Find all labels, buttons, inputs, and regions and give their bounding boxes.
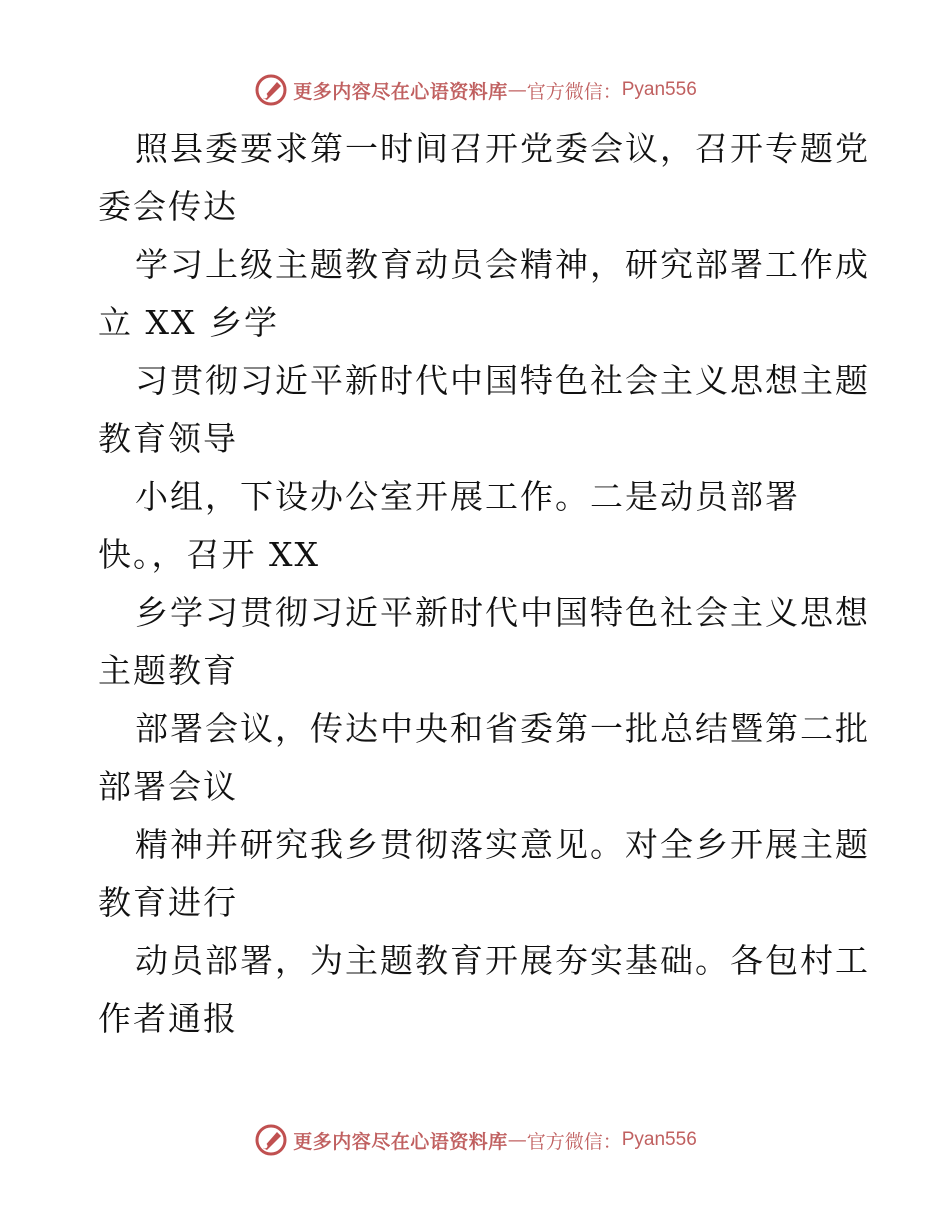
- pen-logo-icon: [253, 72, 289, 108]
- watermark-official-label: 官方微信：: [526, 80, 622, 103]
- text-line: 照县委要求第一时间召开党委会议，召开专题党: [135, 129, 870, 168]
- text-line: 乡学习贯彻习近平新时代中国特色社会主义思想: [135, 593, 870, 632]
- watermark-dash: —: [507, 79, 527, 101]
- text-line: 立 XX 乡学: [98, 303, 279, 342]
- watermark-dash: —: [507, 1129, 527, 1151]
- header-watermark: [0, 70, 950, 110]
- text-line: 小组，下设办公室开展工作。二是动员部署: [135, 477, 800, 516]
- watermark-official-label: 官方微信：: [526, 1130, 622, 1153]
- text-line: 主题教育: [98, 651, 238, 690]
- pen-logo-icon: [253, 1122, 289, 1158]
- text-line: 动员部署，为主题教育开展夯实基础。各包村工: [135, 941, 870, 980]
- text-line: 部署会议，传达中央和省委第一批总结暨第二批: [135, 709, 870, 748]
- text-line: 教育进行: [98, 883, 238, 922]
- text-line: 委会传达: [98, 187, 238, 226]
- watermark-main-text: 更多内容尽在心语资料库: [293, 80, 508, 103]
- watermark-account: Pyan556: [621, 1129, 697, 1150]
- text-line: 教育领导: [98, 419, 238, 458]
- footer-watermark: [0, 1120, 950, 1160]
- text-line: 习贯彻习近平新时代中国特色社会主义思想主题: [135, 361, 870, 400]
- document-body: [98, 120, 870, 1048]
- text-line: 快。，召开 XX: [98, 535, 320, 574]
- watermark-account: Pyan556: [621, 79, 697, 100]
- text-line: 部署会议: [98, 767, 238, 806]
- text-line: 精神并研究我乡贯彻落实意见。对全乡开展主题: [135, 825, 870, 864]
- watermark-main-text: 更多内容尽在心语资料库: [293, 1130, 508, 1153]
- text-line: 学习上级主题教育动员会精神，研究部署工作成: [135, 245, 870, 284]
- text-line: 作者通报: [98, 999, 238, 1038]
